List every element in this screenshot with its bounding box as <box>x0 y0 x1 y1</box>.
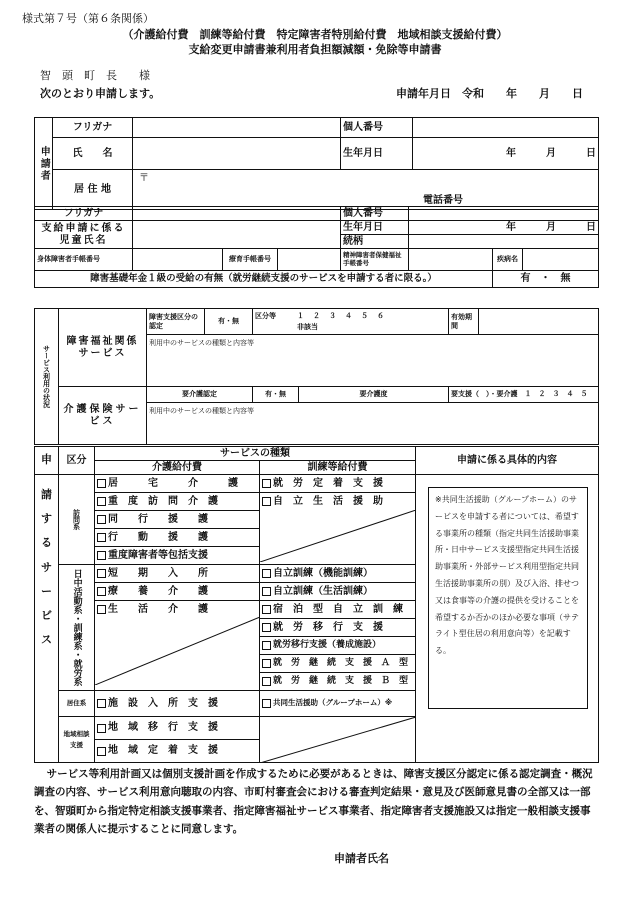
application-date: 申請年月日 令和 年 月 日 <box>396 87 583 100</box>
disability-cert-field[interactable] <box>133 249 223 271</box>
diagonal-strike <box>95 617 260 685</box>
child-relation-field[interactable] <box>409 235 599 249</box>
daytime-training-list <box>260 565 416 691</box>
service-residential-training[interactable] <box>260 601 415 619</box>
checkbox-icon[interactable] <box>97 515 106 524</box>
welfare-services-label: 障害福祉関係サービス <box>59 309 147 387</box>
diagonal-strike <box>260 510 416 562</box>
community-care-list <box>95 717 260 763</box>
rehab-cert-label: 療育手帳番号 <box>223 249 278 271</box>
service-label: 短 期 入 所 <box>108 567 208 579</box>
intro-text: 次のとおり申請します。 <box>40 87 161 100</box>
child-birthdate-label: 生年月日 <box>341 221 409 235</box>
category-label: 区分等 <box>255 312 276 320</box>
service-label: 重 度 訪 問 介 護 <box>108 495 218 507</box>
residential-label: 居住系 <box>59 691 95 717</box>
visit-training-list <box>260 475 416 565</box>
residential-training-cell <box>260 691 416 717</box>
service-employment-transition-training[interactable] <box>260 637 415 655</box>
form-title-line2: 支給変更申請書兼利用者負担額減額・免除等申請書 <box>188 43 442 56</box>
applicant-individual-number-field[interactable] <box>413 118 599 138</box>
residential-care-cell <box>95 691 260 717</box>
checkbox-icon[interactable] <box>97 479 106 488</box>
pension-yes-no[interactable]: 有 ・ 無 <box>493 271 599 288</box>
service-label: 同 行 援 護 <box>108 513 208 525</box>
usage-table <box>34 308 599 445</box>
applicant-birthdate-label: 生年月日 <box>341 138 413 170</box>
visit-label: 訪問系 <box>59 475 95 565</box>
service-functional-training[interactable] <box>260 565 415 583</box>
request-section-label: 請 す る サ ー ビ ス <box>35 475 59 763</box>
service-employment-transition[interactable] <box>260 619 415 637</box>
checkbox-icon[interactable] <box>97 605 106 614</box>
request-section-label-top <box>35 447 59 475</box>
disease-name-label: 疾病名 <box>493 249 523 271</box>
care-insurance-label: 介護保険サービス <box>59 387 147 445</box>
category-values[interactable]: １ ２ ３ ４ ５ ６ <box>297 312 385 320</box>
service-label: 療 養 介 護 <box>108 585 208 597</box>
child-furigana-label: フリガナ <box>35 207 133 221</box>
checkbox-icon[interactable] <box>262 497 271 506</box>
daytime-care-list <box>95 565 260 691</box>
checkbox-icon[interactable] <box>97 724 106 733</box>
service-label: 重度障害者等包括支援 <box>108 549 208 561</box>
category-header: 区分 <box>59 447 95 475</box>
service-label: 自立訓練（生活訓練） <box>273 585 373 597</box>
checkbox-icon[interactable] <box>262 605 271 614</box>
service-accompany-support[interactable] <box>95 511 259 529</box>
checkbox-icon[interactable] <box>262 587 271 596</box>
checkbox-icon[interactable] <box>262 569 271 578</box>
care-level-label: 要介護度 <box>299 387 449 403</box>
service-label: 自立訓練（機能訓練） <box>273 567 373 579</box>
valid-period-label: 有効期間 <box>449 309 479 335</box>
care-cert-label: 要介護認定 <box>147 387 253 403</box>
diagonal-strike <box>260 717 416 763</box>
checkbox-icon[interactable] <box>97 551 106 560</box>
service-label: 共同生活援助（グループホーム）※ <box>273 698 393 708</box>
service-life-training[interactable] <box>260 583 415 601</box>
care-services-in-use[interactable]: 利用中のサービスの種類と内容等 <box>147 403 599 445</box>
form-number: 様式第７号（第６条関係） <box>22 12 154 25</box>
service-short-stay[interactable] <box>95 565 259 583</box>
category-cell <box>253 309 449 335</box>
checkbox-icon[interactable] <box>97 497 106 506</box>
community-training-empty <box>260 717 416 763</box>
daytime-label: 日中活動系・訓練系・就労系 <box>59 565 95 691</box>
addressee: 智 頭 町 長 様 <box>40 69 150 82</box>
applicant-phone-label: 電話番号 <box>423 195 463 206</box>
checkbox-icon[interactable] <box>97 587 106 596</box>
pension-label: 障害基礎年金１級の受給の有無（就労継続支援のサービスを申請する者に限る。） <box>35 271 493 288</box>
details-note-cell[interactable] <box>416 475 599 763</box>
service-label: 生 活 介 護 <box>108 603 208 615</box>
child-name-label: 支給申請に係る児童氏名 <box>35 221 133 249</box>
request-section-label-char: 申 <box>41 453 52 467</box>
applicant-furigana-field[interactable] <box>133 118 341 138</box>
checkbox-icon[interactable] <box>262 699 271 708</box>
applicant-address-field[interactable] <box>133 170 599 210</box>
applicant-furigana-label: フリガナ <box>53 118 133 138</box>
applicant-address-label: 居 住 地 <box>53 170 133 210</box>
service-home-care[interactable] <box>95 475 259 493</box>
service-label: 居 宅 介 護 <box>108 477 238 489</box>
applicant-table <box>34 117 599 210</box>
service-label: 就 労 継 続 支 援 Ｂ 型 <box>273 676 409 687</box>
child-name-field[interactable] <box>133 221 341 249</box>
valid-period-field[interactable] <box>479 309 599 335</box>
checkbox-icon[interactable] <box>97 533 106 542</box>
service-severe-visit-care[interactable] <box>95 493 259 511</box>
child-individual-number-field[interactable] <box>409 207 599 221</box>
care-levels[interactable]: 要支援（ ）・要介護 １ ２ ３ ４ ５ <box>449 387 599 403</box>
support-cert-label: 障害支援区分の認定 <box>147 309 205 335</box>
service-community-settlement[interactable] <box>95 740 259 762</box>
disability-cert-label: 身体障害者手帳番号 <box>35 249 133 271</box>
mental-cert-label: 精神障害者保健福祉手帳番号 <box>341 249 409 271</box>
service-label: 地 域 定 着 支 援 <box>108 745 218 757</box>
child-relation-label: 続柄 <box>341 235 409 249</box>
service-label: 就 労 定 着 支 援 <box>273 477 383 489</box>
checkbox-icon[interactable] <box>97 699 106 708</box>
child-furigana-field[interactable] <box>133 207 341 221</box>
applicant-section-label: 申請者 <box>35 118 53 210</box>
applicant-individual-number-label: 個人番号 <box>341 118 413 138</box>
usage-section-label: サービス利用の状況 <box>35 309 59 445</box>
checkbox-icon[interactable] <box>262 659 271 668</box>
care-cert-yes-no[interactable]: 有・無 <box>253 387 299 403</box>
applicant-name-label: 氏 名 <box>53 138 133 170</box>
checkbox-icon[interactable] <box>262 479 271 488</box>
service-label: 就 労 移 行 支 援 <box>273 621 383 633</box>
service-type-header: サービスの種類 <box>95 447 416 461</box>
postal-mark: 〒 <box>139 173 149 184</box>
service-label: 行 動 援 護 <box>108 531 208 543</box>
form-title-line1: （介護給付費 訓練等給付費 特定障害者特別給付費 地域相談支援給付費） <box>122 28 508 41</box>
service-continuous-employment-a[interactable] <box>260 655 415 673</box>
child-individual-number-label: 個人番号 <box>341 207 409 221</box>
support-cert-yes-no[interactable]: 有・無 <box>205 309 253 335</box>
visit-care-list <box>95 475 260 565</box>
details-header: 申請に係る具体的内容 <box>416 447 599 475</box>
service-label: 地 域 移 行 支 援 <box>108 722 218 734</box>
service-behavior-support[interactable] <box>95 529 259 547</box>
child-table <box>34 206 599 288</box>
service-employment-retention[interactable] <box>260 475 415 493</box>
service-comprehensive-support[interactable] <box>95 547 259 564</box>
checkbox-icon[interactable] <box>262 677 271 686</box>
signature-field[interactable] <box>400 848 596 868</box>
details-note: ※共同生活援助（グループホーム）のサービスを申請する者については、希望する事業所の種類（指定共同生活援助事業所・日中サービス支援型指定共同生活援助事業所・外部サービス利用型指定共同生活援助事業所の別）及び入浴、排せつ又は食事等の介護の提供を受けることを希望するか否かのほか必要な事項（サテライト型住居の利用意向等）を記載する。 <box>428 487 588 709</box>
service-label: 就 労 継 続 支 援 Ａ 型 <box>273 658 409 669</box>
checkbox-icon[interactable] <box>262 641 271 650</box>
rehab-cert-field[interactable] <box>278 249 341 271</box>
applicant-birthdate-field[interactable]: 年 月 日 <box>413 138 599 170</box>
signature-label: 申請者氏名 <box>334 852 389 865</box>
service-medical-care[interactable] <box>95 583 259 601</box>
checkbox-icon[interactable] <box>97 569 106 578</box>
applicant-name-field[interactable] <box>133 138 341 170</box>
mental-cert-field[interactable] <box>409 249 493 271</box>
checkbox-icon[interactable] <box>262 623 271 632</box>
service-independent-living[interactable] <box>260 493 415 510</box>
request-table <box>34 446 599 763</box>
child-birthdate-field[interactable]: 年 月 日 <box>409 221 599 235</box>
not-applicable[interactable]: 非該当 <box>297 323 318 331</box>
consent-text: サービス等利用計画又は個別支援計画を作成するために必要があるときは、障害支援区分認定に係る認定調査・概況調査の内容、サービス利用意向聴取の内容、市町村審査会における審査判定結果・意見及び医師意見書の全部又は一部を、智頭町から指定特定相談支援事業者、指定障害福祉サービス事業者、指定障害者支援施設又は指定一般相談支援事業者の関係人に提示することに同意します。 <box>34 768 593 836</box>
disease-name-field[interactable] <box>523 249 599 271</box>
service-life-care[interactable] <box>95 601 259 618</box>
care-benefit-header: 介護給付費 <box>95 461 260 475</box>
service-label: 施 設 入 所 支 援 <box>108 697 218 709</box>
service-label: 宿 泊 型 自 立 訓 練 <box>273 603 403 615</box>
service-group-home[interactable] <box>260 695 415 712</box>
service-label: 自 立 生 活 援 助 <box>273 495 383 507</box>
service-community-transition[interactable] <box>95 717 259 740</box>
service-label: 就労移行支援（養成施設） <box>273 640 382 651</box>
service-continuous-employment-b[interactable] <box>260 673 415 690</box>
service-facility-admission[interactable] <box>95 695 259 712</box>
welfare-services-in-use[interactable]: 利用中のサービスの種類と内容等 <box>147 335 599 387</box>
training-benefit-header: 訓練等給付費 <box>260 461 416 475</box>
checkbox-icon[interactable] <box>97 747 106 756</box>
community-label: 地域相談支援 <box>59 717 95 763</box>
